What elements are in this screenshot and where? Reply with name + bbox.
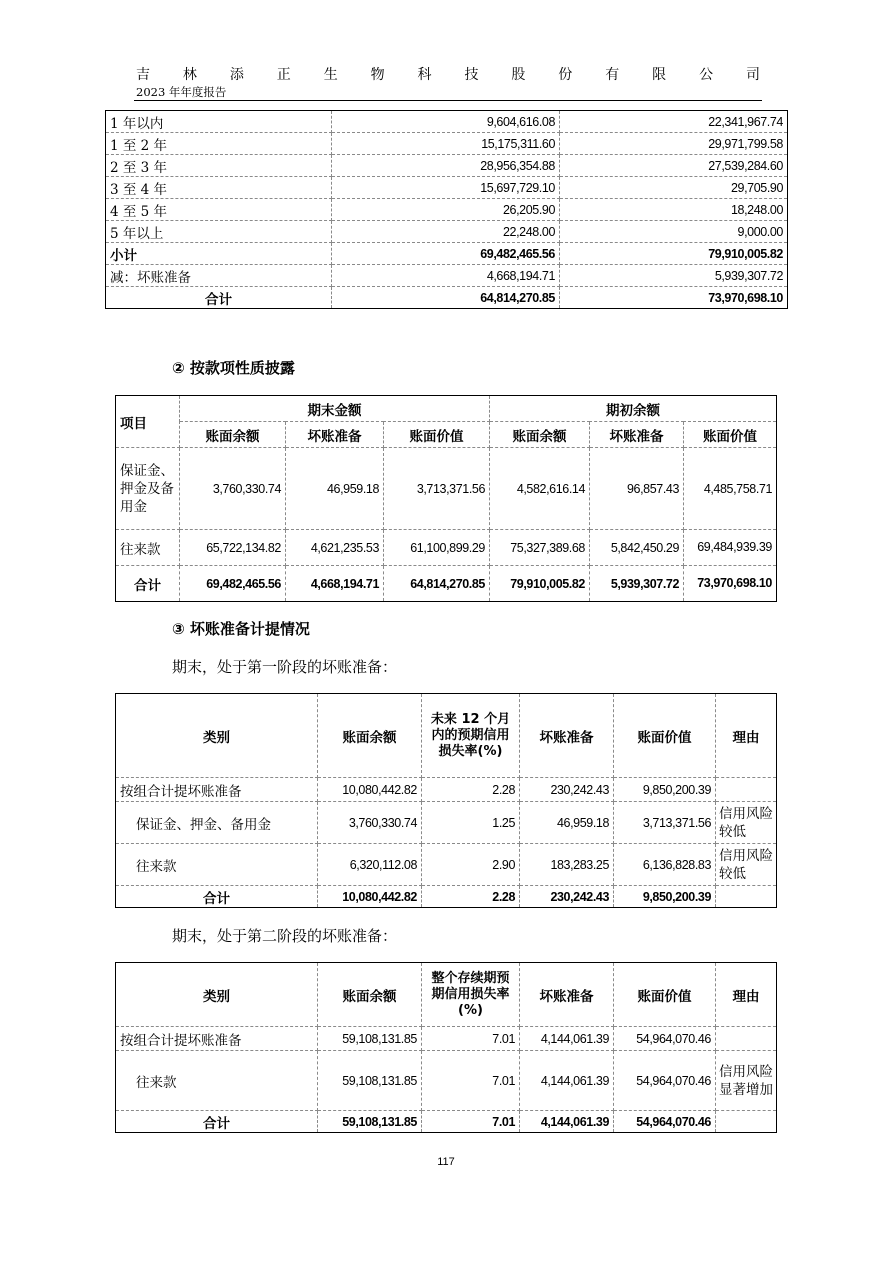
header-rate: 整个存续期预期信用损失率(%) xyxy=(422,963,520,1027)
subheader-provision: 坏账准备 xyxy=(286,422,384,448)
aging-end-value: 15,175,311.60 xyxy=(332,133,560,155)
total-row xyxy=(116,1111,777,1133)
total-provision: 4,144,061.39 xyxy=(520,1111,614,1133)
aging-label: 3 至 4 年 xyxy=(106,177,332,199)
header-reason: 理由 xyxy=(716,963,777,1027)
total-value: 4,668,194.71 xyxy=(286,566,384,602)
cell-provision: 4,144,061.39 xyxy=(520,1051,614,1111)
table-row xyxy=(116,1027,777,1051)
cell-value: 96,857.43 xyxy=(590,448,684,530)
total-row xyxy=(116,886,777,908)
total-value: 5,939,307.72 xyxy=(590,566,684,602)
total-value: 79,910,005.82 xyxy=(490,566,590,602)
header-rate: 未来 12 个月内的预期信用损失率(%) xyxy=(422,694,520,778)
cell-value: 46,959.18 xyxy=(286,448,384,530)
total-label: 合计 xyxy=(116,1111,318,1133)
aging-end-value: 15,697,729.10 xyxy=(332,177,560,199)
stage1-table xyxy=(115,693,777,908)
company-char: 公 xyxy=(699,67,714,83)
row-label: 保证金、押金、备用金 xyxy=(116,802,318,844)
aging-end-value: 22,248.00 xyxy=(332,221,560,243)
table-row xyxy=(116,530,777,566)
para-stage1: 期末，处于第一阶段的坏账准备： xyxy=(172,658,398,676)
table-row xyxy=(116,844,777,886)
col-item-header: 项目 xyxy=(116,396,180,448)
company-char: 技 xyxy=(464,67,479,83)
cell-balance: 10,080,442.82 xyxy=(318,778,422,802)
cell-value: 54,964,070.46 xyxy=(614,1051,716,1111)
aging-begin-value: 18,248.00 xyxy=(560,199,788,221)
company-char: 有 xyxy=(605,67,620,83)
aging-label: 4 至 5 年 xyxy=(106,199,332,221)
cell-value: 9,850,200.39 xyxy=(614,778,716,802)
cell-rate: 2.90 xyxy=(422,844,520,886)
total-rate: 2.28 xyxy=(422,886,520,908)
subtotal-end-value: 69,482,465.56 xyxy=(332,243,560,265)
group-begin-header: 期初余额 xyxy=(490,396,777,422)
subheader-balance: 账面余额 xyxy=(490,422,590,448)
row-label: 保证金、押金及备用金 xyxy=(116,448,180,530)
row-label: 按组合计提坏账准备 xyxy=(116,1027,318,1051)
subheader-provision: 坏账准备 xyxy=(590,422,684,448)
report-title: 2023 年年度报告 xyxy=(136,85,227,99)
header-divider xyxy=(134,100,762,101)
total-label: 合计 xyxy=(106,287,332,309)
aging-label: 1 至 2 年 xyxy=(106,133,332,155)
total-label: 合计 xyxy=(116,886,318,908)
table-row xyxy=(116,1051,777,1111)
table-row xyxy=(106,177,788,199)
company-name xyxy=(136,64,760,84)
cell-value: 75,327,389.68 xyxy=(490,530,590,566)
header-reason: 理由 xyxy=(716,694,777,778)
total-label: 合计 xyxy=(116,566,180,602)
table-row xyxy=(116,778,777,802)
total-balance: 10,080,442.82 xyxy=(318,886,422,908)
section-heading-provision: ③ 坏账准备计提情况 xyxy=(172,620,310,638)
total-value: 9,850,200.39 xyxy=(614,886,716,908)
cell-balance: 59,108,131.85 xyxy=(318,1051,422,1111)
header-category: 类别 xyxy=(116,694,318,778)
cell-balance: 6,320,112.08 xyxy=(318,844,422,886)
cell-balance: 59,108,131.85 xyxy=(318,1027,422,1051)
row-label: 往来款 xyxy=(116,530,180,566)
aging-begin-value: 29,971,799.58 xyxy=(560,133,788,155)
aging-begin-value: 27,539,284.60 xyxy=(560,155,788,177)
total-value: 64,814,270.85 xyxy=(384,566,490,602)
total-reason-empty xyxy=(716,886,777,908)
cell-rate: 2.28 xyxy=(422,778,520,802)
cell-value: 4,582,616.14 xyxy=(490,448,590,530)
less-provision-row xyxy=(106,265,788,287)
cell-provision: 230,242.43 xyxy=(520,778,614,802)
total-value: 73,970,698.10 xyxy=(684,566,777,602)
cell-reason xyxy=(716,1027,777,1051)
company-char: 生 xyxy=(323,67,338,83)
header-provision: 坏账准备 xyxy=(520,963,614,1027)
company-char: 限 xyxy=(652,67,667,83)
cell-value: 3,713,371.56 xyxy=(614,802,716,844)
header-balance: 账面余额 xyxy=(318,963,422,1027)
subheader-balance: 账面余额 xyxy=(180,422,286,448)
total-balance: 59,108,131.85 xyxy=(318,1111,422,1133)
company-char: 添 xyxy=(229,67,244,83)
table-row xyxy=(106,199,788,221)
aging-label: 1 年以内 xyxy=(106,111,332,133)
aging-label: 5 年以上 xyxy=(106,221,332,243)
subtotal-label: 小计 xyxy=(106,243,332,265)
cell-value: 3,760,330.74 xyxy=(180,448,286,530)
table-row xyxy=(106,221,788,243)
cell-provision: 4,144,061.39 xyxy=(520,1027,614,1051)
less-provision-end-value: 4,668,194.71 xyxy=(332,265,560,287)
total-row xyxy=(116,566,777,602)
page-number: 117 xyxy=(437,1156,455,1168)
cell-reason xyxy=(716,778,777,802)
group-end-header: 期末金额 xyxy=(180,396,490,422)
header-provision: 坏账准备 xyxy=(520,694,614,778)
aging-label: 2 至 3 年 xyxy=(106,155,332,177)
cell-value: 69,484,939.39 xyxy=(684,530,777,566)
cell-reason: 信用风险显著增加 xyxy=(716,1051,777,1111)
stage2-table xyxy=(115,962,777,1133)
row-label: 按组合计提坏账准备 xyxy=(116,778,318,802)
cell-rate: 1.25 xyxy=(422,802,520,844)
cell-value: 4,621,235.53 xyxy=(286,530,384,566)
total-row xyxy=(106,287,788,309)
cell-provision: 183,283.25 xyxy=(520,844,614,886)
cell-value: 5,842,450.29 xyxy=(590,530,684,566)
header-row xyxy=(116,694,777,778)
cell-reason: 信用风险较低 xyxy=(716,844,777,886)
row-label: 往来款 xyxy=(116,844,318,886)
section-heading-nature: ② 按款项性质披露 xyxy=(172,359,295,377)
subtotal-row xyxy=(106,243,788,265)
header-category: 类别 xyxy=(116,963,318,1027)
aging-begin-value: 29,705.90 xyxy=(560,177,788,199)
subheader-value: 账面价值 xyxy=(384,422,490,448)
total-rate: 7.01 xyxy=(422,1111,520,1133)
aging-end-value: 9,604,616.08 xyxy=(332,111,560,133)
company-char: 林 xyxy=(182,67,197,83)
nature-table xyxy=(115,395,777,602)
company-char: 股 xyxy=(511,67,526,83)
subheader-row xyxy=(116,422,777,448)
table-row xyxy=(116,802,777,844)
cell-rate: 7.01 xyxy=(422,1027,520,1051)
cell-value: 4,485,758.71 xyxy=(684,448,777,530)
cell-value: 6,136,828.83 xyxy=(614,844,716,886)
cell-value: 65,722,134.82 xyxy=(180,530,286,566)
header-row xyxy=(116,396,777,422)
table-row xyxy=(106,133,788,155)
total-begin-value: 73,970,698.10 xyxy=(560,287,788,309)
header-balance: 账面余额 xyxy=(318,694,422,778)
total-value: 54,964,070.46 xyxy=(614,1111,716,1133)
aging-end-value: 28,956,354.88 xyxy=(332,155,560,177)
cell-value: 54,964,070.46 xyxy=(614,1027,716,1051)
subtotal-begin-value: 79,910,005.82 xyxy=(560,243,788,265)
table-row xyxy=(116,448,777,530)
total-end-value: 64,814,270.85 xyxy=(332,287,560,309)
company-char: 科 xyxy=(417,67,432,83)
total-value: 69,482,465.56 xyxy=(180,566,286,602)
table-row xyxy=(106,155,788,177)
header-value: 账面价值 xyxy=(614,963,716,1027)
company-char: 份 xyxy=(558,67,573,83)
total-reason-empty xyxy=(716,1111,777,1133)
company-char: 吉 xyxy=(136,67,150,83)
aging-begin-value: 9,000.00 xyxy=(560,221,788,243)
cell-value: 61,100,899.29 xyxy=(384,530,490,566)
company-char: 司 xyxy=(745,67,760,83)
cell-reason: 信用风险较低 xyxy=(716,802,777,844)
company-char: 正 xyxy=(276,67,291,83)
row-label: 往来款 xyxy=(116,1051,318,1111)
aging-table xyxy=(105,110,788,309)
para-stage2: 期末，处于第二阶段的坏账准备： xyxy=(172,927,398,945)
subheader-value: 账面价值 xyxy=(684,422,777,448)
header-row xyxy=(116,963,777,1027)
less-provision-begin-value: 5,939,307.72 xyxy=(560,265,788,287)
aging-begin-value: 22,341,967.74 xyxy=(560,111,788,133)
header-value: 账面价值 xyxy=(614,694,716,778)
cell-provision: 46,959.18 xyxy=(520,802,614,844)
less-provision-label: 减：坏账准备 xyxy=(106,265,332,287)
aging-end-value: 26,205.90 xyxy=(332,199,560,221)
table-row xyxy=(106,111,788,133)
cell-balance: 3,760,330.74 xyxy=(318,802,422,844)
cell-rate: 7.01 xyxy=(422,1051,520,1111)
total-provision: 230,242.43 xyxy=(520,886,614,908)
company-char: 物 xyxy=(370,67,385,83)
cell-value: 3,713,371.56 xyxy=(384,448,490,530)
